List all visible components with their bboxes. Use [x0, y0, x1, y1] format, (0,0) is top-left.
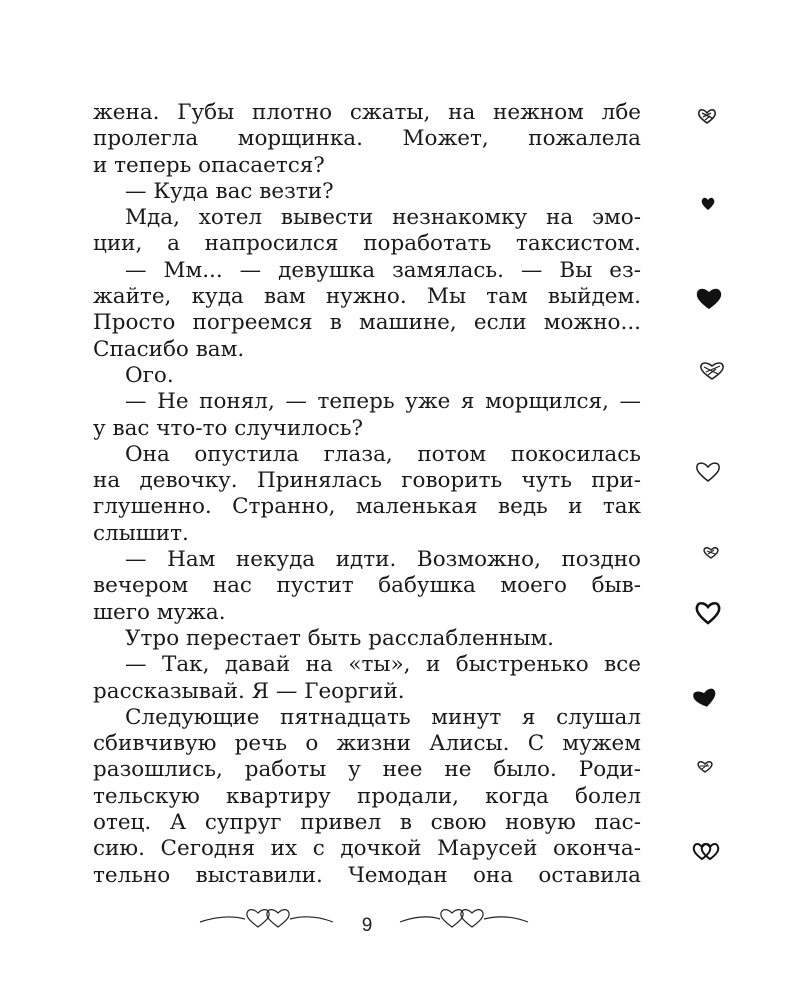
text-line: разошлись, работы у нее не было. Роди-: [93, 757, 641, 783]
text-line: Спасибо вам.: [93, 336, 245, 362]
text-line: Мда, хотел вывести незнакомку на эмо-: [125, 205, 641, 231]
heart-double-outline-icon: [698, 360, 726, 382]
heart-scribble-icon: [702, 546, 720, 560]
text-line: Следующие пятнадцать минут я слушал: [125, 704, 641, 730]
text-line: пролегла морщинка. Может, пожалела: [93, 126, 641, 152]
text-line: тельно выставили. Чемодан она оставила: [93, 862, 641, 888]
text-line: Утро перестает быть расслабленным.: [125, 625, 555, 651]
text-line: — Не понял, — теперь уже я морщился, —: [125, 389, 641, 415]
text-line: у вас что-то случилось?: [93, 415, 364, 441]
ornament-right-hearts: [400, 910, 528, 927]
text-line: шего мужа.: [93, 599, 226, 625]
text-line: вечером нас пустит бабушка моего быв-: [93, 573, 641, 599]
text-line: Просто погреемся в машине, если можно...: [93, 310, 641, 336]
heart-scribble-icon: [696, 108, 718, 126]
text-line: и теперь опасается?: [93, 152, 325, 178]
text-line: Ого.: [125, 362, 174, 388]
heart-solid-icon: [694, 286, 724, 312]
text-line: рассказывай. Я — Георгий.: [93, 678, 405, 704]
text-line: слышит.: [93, 520, 189, 546]
body-text: [93, 100, 641, 889]
text-line: — Так, давай на «ты», и быстренько все: [125, 652, 641, 678]
ornament-left-hearts: [200, 910, 333, 927]
heart-solid-icon: [700, 196, 716, 212]
page-number: 9: [361, 915, 373, 936]
text-line: Она опустила глаза, потом покосилась: [125, 441, 641, 467]
heart-margin-decoration: [686, 0, 736, 1000]
text-line: на девочку. Принялась говорить чуть при-: [93, 468, 641, 494]
text-line: глушенно. Странно, маленькая ведь и так: [93, 494, 641, 520]
heart-solid-icon: [690, 687, 720, 709]
text-line: сбивчивую речь о жизни Алисы. С мужем: [93, 731, 641, 757]
text-line: жайте, куда вам нужно. Мы там выйдем.: [93, 284, 641, 310]
heart-outline-icon: [694, 600, 722, 626]
text-line: — Нам некуда идти. Возможно, поздно: [125, 547, 641, 573]
text-line: отец. А супруг привел в свою новую пас-: [93, 810, 641, 836]
heart-scribble-icon: [696, 760, 714, 774]
heart-outline-icon: [694, 460, 722, 484]
text-line: сию. Сегодня их с дочкой Марусей оконча-: [93, 836, 641, 862]
text-line: ции, а напросился поработать таксистом.: [93, 231, 641, 257]
footer-ornament: [0, 895, 800, 945]
heart-double-outline-icon: [692, 840, 720, 862]
text-line: — Мм... — девушка замялась. — Вы ез-: [125, 257, 641, 283]
text-line: — Куда вас везти?: [125, 178, 334, 204]
text-line: жена. Губы плотно сжаты, на нежном лбе: [93, 100, 641, 125]
text-line: тельскую квартиру продали, когда болел: [93, 783, 641, 809]
